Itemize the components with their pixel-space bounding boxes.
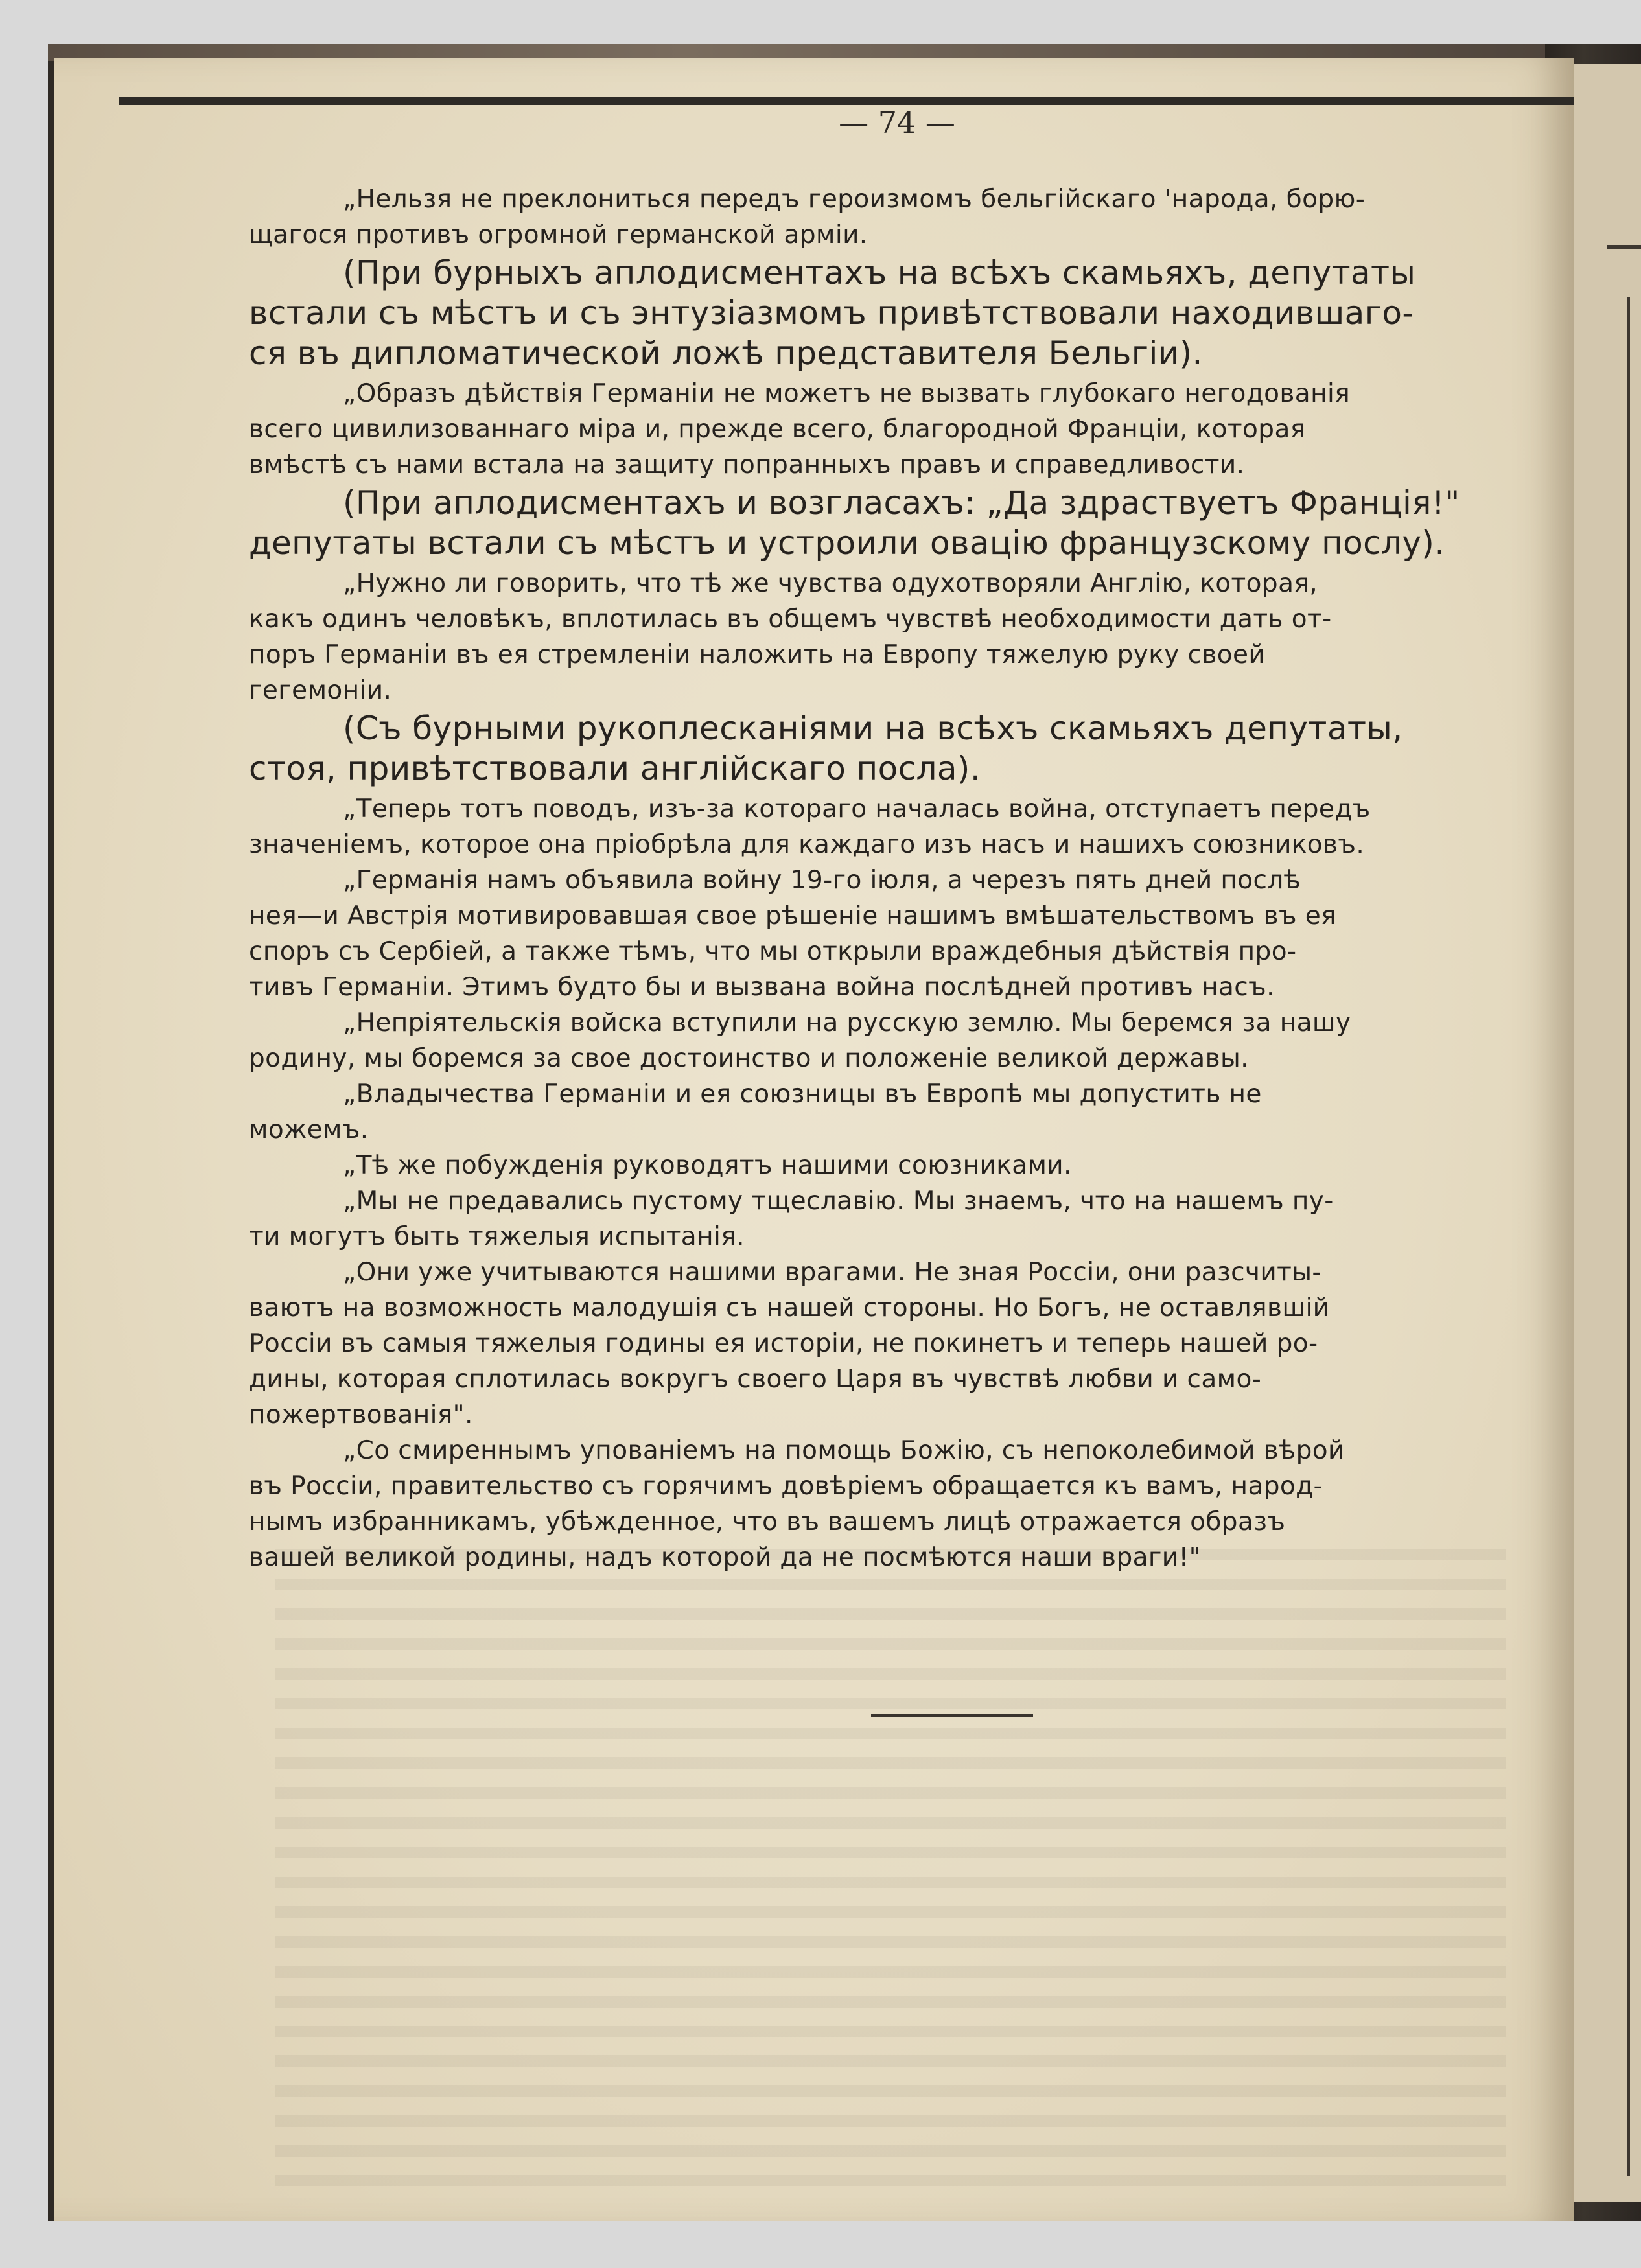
text-line: всего цивилизованнаго міра и, прежде всего, благородной Франціи, которая — [249, 415, 1306, 444]
text-line: „Мы не предавались пустому тщеславію. Мы знаемъ, что на нашемъ пу- — [343, 1186, 1334, 1216]
show-through-text — [275, 1549, 1506, 2197]
stage-direction-paragraph — [249, 483, 1577, 563]
text-line: „Непріятельскія войска вступили на русскую землю. Мы беремся за нашу — [343, 1008, 1351, 1037]
text-line: щагося противъ огромной германской арміи. — [249, 220, 868, 249]
adjacent-page-mark — [1607, 245, 1641, 249]
text-line: въ Россіи, правительство съ горячимъ довѣріемъ обращается къ вамъ, народ- — [249, 1472, 1323, 1501]
text-line: можемъ. — [249, 1115, 369, 1144]
text-line: тивъ Германіи. Этимъ будто бы и вызвана война послѣдней противъ насъ. — [249, 973, 1275, 1002]
text-line: дины, которая сплотилась вокругъ своего Царя въ чувствѣ любви и само- — [249, 1365, 1262, 1394]
text-body — [249, 181, 1577, 1575]
speech-paragraph — [249, 1005, 1577, 1076]
speech-paragraph — [249, 376, 1577, 483]
section-divider — [871, 1714, 1033, 1717]
text-line: гегемоніи. — [249, 676, 392, 705]
text-line: „Со смиреннымъ упованіемъ на помощь Божію, съ непоколебимой вѣрой — [343, 1436, 1345, 1465]
speech-paragraph — [249, 566, 1577, 708]
text-line: стоя, привѣтствовали англійскаго посла). — [249, 750, 981, 787]
stage-direction-paragraph — [249, 708, 1577, 789]
text-line: нымъ избранникамъ, убѣжденное, что въ вашемъ лицѣ отражается образъ — [249, 1507, 1286, 1536]
book-scan — [48, 44, 1641, 2221]
text-line: Россіи въ самыя тяжелыя годины ея исторіи, не покинетъ и теперь нашей ро- — [249, 1329, 1318, 1358]
text-line: ти могутъ быть тяжелыя испытанія. — [249, 1222, 745, 1251]
text-line: пожертвованія". — [249, 1400, 473, 1429]
adjacent-page-rule — [1627, 297, 1630, 2176]
text-line: ся въ дипломатической ложѣ представителя Бельгіи). — [249, 334, 1203, 372]
text-line: встали съ мѣстъ и съ энтузіазмомъ привѣтствовали находившаго- — [249, 294, 1414, 332]
page-top-edge — [119, 97, 1574, 105]
text-line: „Нужно ли говорить, что тѣ же чувства одухотворяли Англію, которая, — [343, 569, 1318, 598]
text-line: ваютъ на возможность малодушія съ нашей стороны. Но Богъ, не оставлявшій — [249, 1293, 1330, 1323]
text-line: какъ одинъ человѣкъ, вплотилась въ общемъ чувствѣ необходимости дать от- — [249, 605, 1332, 634]
text-line: депутаты встали съ мѣстъ и устроили овацію французскому послу). — [249, 524, 1445, 562]
text-line: поръ Германіи въ ея стремленіи наложить на Европу тяжелую руку своей — [249, 640, 1266, 669]
speech-paragraph — [249, 791, 1577, 862]
adjacent-page-edge — [1568, 64, 1641, 2202]
speech-paragraph — [249, 1183, 1577, 1255]
text-line: „Владычества Германіи и ея союзницы въ Европѣ мы допустить не — [343, 1080, 1262, 1109]
text-line: нея—и Австрія мотивировавшая свое рѣшеніе нашимъ вмѣшательствомъ въ ея — [249, 901, 1337, 931]
speech-paragraph — [249, 1076, 1577, 1148]
text-line: „Теперь тотъ поводъ, изъ-за котораго началась война, отступаетъ передъ — [343, 794, 1371, 824]
speech-paragraph — [249, 181, 1577, 253]
text-line: (При бурныхъ аплодисментахъ на всѣхъ скамьяхъ, депутаты — [343, 254, 1416, 292]
text-line: „Германія намъ объявила войну 19-го іюля, а черезъ пять дней послѣ — [343, 866, 1301, 895]
speech-paragraph — [249, 862, 1577, 1005]
text-line: (При аплодисментахъ и возгласахъ: „Да здраствуетъ Франція!" — [343, 484, 1460, 522]
text-line: споръ съ Сербіей, а также тѣмъ, что мы открыли враждебныя дѣйствія про- — [249, 937, 1297, 966]
speech-paragraph — [249, 1433, 1577, 1575]
speech-paragraph — [249, 1148, 1577, 1183]
speech-paragraph — [249, 1255, 1577, 1433]
text-line: „Нельзя не преклониться передъ героизмомъ бельгійскаго 'народа, борю- — [343, 185, 1366, 214]
page — [54, 58, 1574, 2221]
text-line: родину, мы боремся за свое достоинство и положеніе великой державы. — [249, 1044, 1249, 1073]
text-line: „Образъ дѣйствія Германіи не можетъ не вызвать глубокаго негодованія — [343, 379, 1351, 408]
text-line: значеніемъ, которое она пріобрѣла для каждаго изъ насъ и нашихъ союзниковъ. — [249, 830, 1365, 859]
text-line: „Тѣ же побужденія руководятъ нашими союзниками. — [343, 1151, 1072, 1180]
text-line: вмѣстѣ съ нами встала на защиту попранныхъ правъ и справедливости. — [249, 450, 1245, 480]
page-number: — 74 — — [839, 105, 955, 140]
text-line: (Съ бурными рукоплесканіями на всѣхъ скамьяхъ депутаты, — [343, 710, 1403, 747]
text-line: вашей великой родины, надъ которой да не посмѣются наши враги!" — [249, 1543, 1201, 1572]
text-line: „Они уже учитываются нашими врагами. Не зная Россіи, они разсчиты- — [343, 1258, 1321, 1287]
stage-direction-paragraph — [249, 253, 1577, 373]
